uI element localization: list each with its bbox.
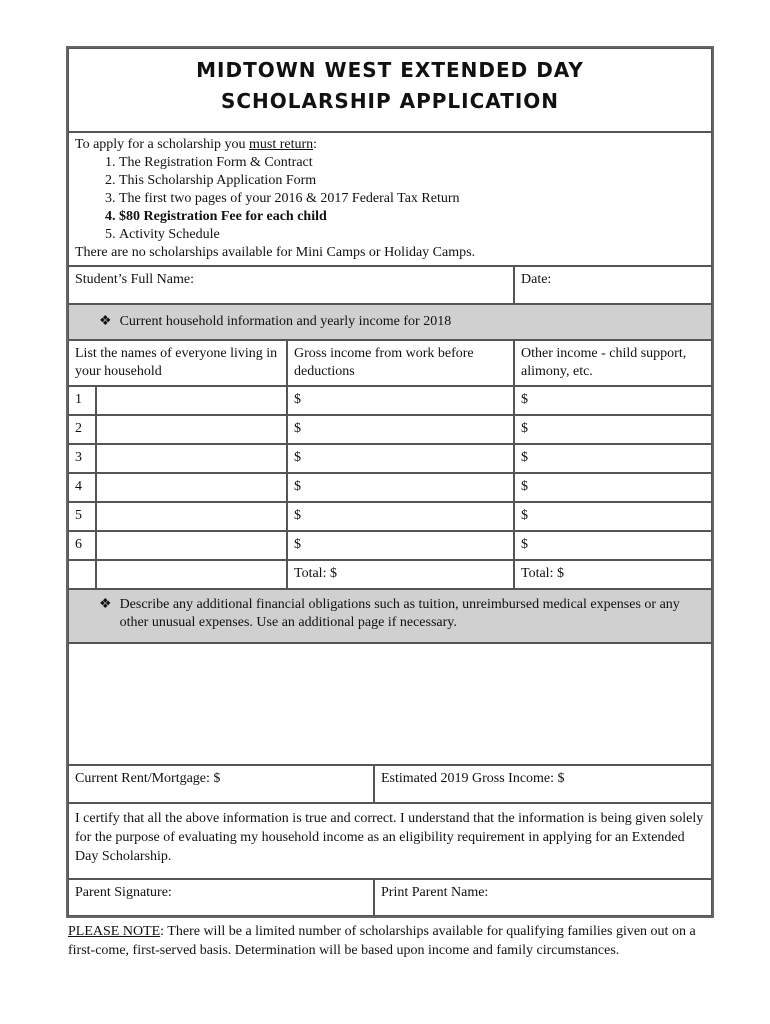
household-member-name-input[interactable] xyxy=(96,386,287,415)
gross-total-field[interactable]: Total: $ xyxy=(287,560,514,589)
list-item: 3. The first two pages of your 2016 & 2017 Federal Tax Return xyxy=(119,190,705,208)
totals-row-blank xyxy=(96,560,287,589)
household-heading-text: Current household information and yearly income for 2018 xyxy=(119,314,452,329)
estimated-income-label: Estimated 2019 Gross Income: $ xyxy=(381,771,565,786)
rent-mortgage-label: Current Rent/Mortgage: $ xyxy=(75,771,221,786)
form-title xyxy=(68,48,712,132)
parent-signature-field[interactable] xyxy=(68,879,374,916)
obligations-heading-text: Describe any additional financial obligations such as tuition, unreimbursed medical expenses or any other unusual expenses. Use an additional page if necessary. xyxy=(119,597,680,630)
application-form xyxy=(66,46,714,918)
other-income-input[interactable]: $ xyxy=(514,531,712,560)
instructions-box xyxy=(68,132,712,266)
household-member-name-input[interactable] xyxy=(96,531,287,560)
list-item: 5. Activity Schedule xyxy=(119,226,705,244)
diamond-bullet-icon: ❖ xyxy=(99,314,112,329)
column-header-other: Other income - child support, alimony, etc. xyxy=(514,340,712,386)
household-member-name-input[interactable] xyxy=(96,473,287,502)
row-number: 2 xyxy=(68,415,96,444)
gross-income-input[interactable]: $ xyxy=(287,531,514,560)
print-parent-name-label: Print Parent Name: xyxy=(381,885,489,900)
other-total-field[interactable]: Total: $ xyxy=(514,560,712,589)
please-note-text: : There will be a limited number of scholarships available for qualifying families given out on a first-come, first-served basis. Determination will be based upon income and family circumstances. xyxy=(68,924,696,958)
title-line-2: SCHOLARSHIP APPLICATION xyxy=(220,89,560,113)
date-label: Date: xyxy=(521,272,552,287)
row-number: 5 xyxy=(68,502,96,531)
please-note xyxy=(68,922,708,960)
certification-statement: I certify that all the above information is true and correct. I understand that the information is being given solely for the purpose of evaluating my household income as an eligibility requirement in applying for an Extended Day Scholarship. xyxy=(68,803,712,879)
list-item: 1. The Registration Form & Contract xyxy=(119,154,705,172)
must-return-text: must return xyxy=(248,137,314,152)
title-line-1: MIDTOWN WEST EXTENDED DAY xyxy=(196,58,584,82)
gross-income-input[interactable]: $ xyxy=(287,473,514,502)
instructions-closing: There are no scholarships available for Mini Camps or Holiday Camps. xyxy=(75,245,476,260)
parent-signature-label: Parent Signature: xyxy=(75,885,172,900)
other-income-input[interactable]: $ xyxy=(514,444,712,473)
estimated-income-field[interactable] xyxy=(374,765,712,803)
list-item: 4. $80 Registration Fee for each child xyxy=(119,208,705,226)
date-field[interactable] xyxy=(514,266,712,304)
list-item: 2. This Scholarship Application Form xyxy=(119,172,705,190)
gross-income-input[interactable]: $ xyxy=(287,502,514,531)
row-number: 4 xyxy=(68,473,96,502)
column-header-gross: Gross income from work before deductions xyxy=(287,340,514,386)
household-member-name-input[interactable] xyxy=(96,502,287,531)
row-number: 6 xyxy=(68,531,96,560)
rent-mortgage-field[interactable] xyxy=(68,765,374,803)
please-note-label: PLEASE NOTE xyxy=(68,924,161,939)
household-member-name-input[interactable] xyxy=(96,415,287,444)
other-income-input[interactable]: $ xyxy=(514,473,712,502)
obligations-textarea[interactable] xyxy=(68,643,712,765)
household-section-heading xyxy=(68,304,712,340)
gross-income-input[interactable]: $ xyxy=(287,386,514,415)
print-parent-name-field[interactable] xyxy=(374,879,712,916)
obligations-section-heading xyxy=(68,589,712,643)
diamond-bullet-icon: ❖ xyxy=(99,597,112,612)
other-income-input[interactable]: $ xyxy=(514,502,712,531)
other-income-input[interactable]: $ xyxy=(514,415,712,444)
instructions-intro: To apply for a scholarship you must return: xyxy=(75,137,318,152)
household-member-name-input[interactable] xyxy=(96,444,287,473)
gross-income-input[interactable]: $ xyxy=(287,415,514,444)
column-header-names: List the names of everyone living in your household xyxy=(68,340,287,386)
other-income-input[interactable]: $ xyxy=(514,386,712,415)
totals-row-spacer xyxy=(68,560,96,589)
gross-income-input[interactable]: $ xyxy=(287,444,514,473)
row-number: 1 xyxy=(68,386,96,415)
row-number: 3 xyxy=(68,444,96,473)
required-items-list xyxy=(75,154,705,244)
student-name-field[interactable] xyxy=(68,266,514,304)
student-name-label: Student’s Full Name: xyxy=(75,272,194,287)
